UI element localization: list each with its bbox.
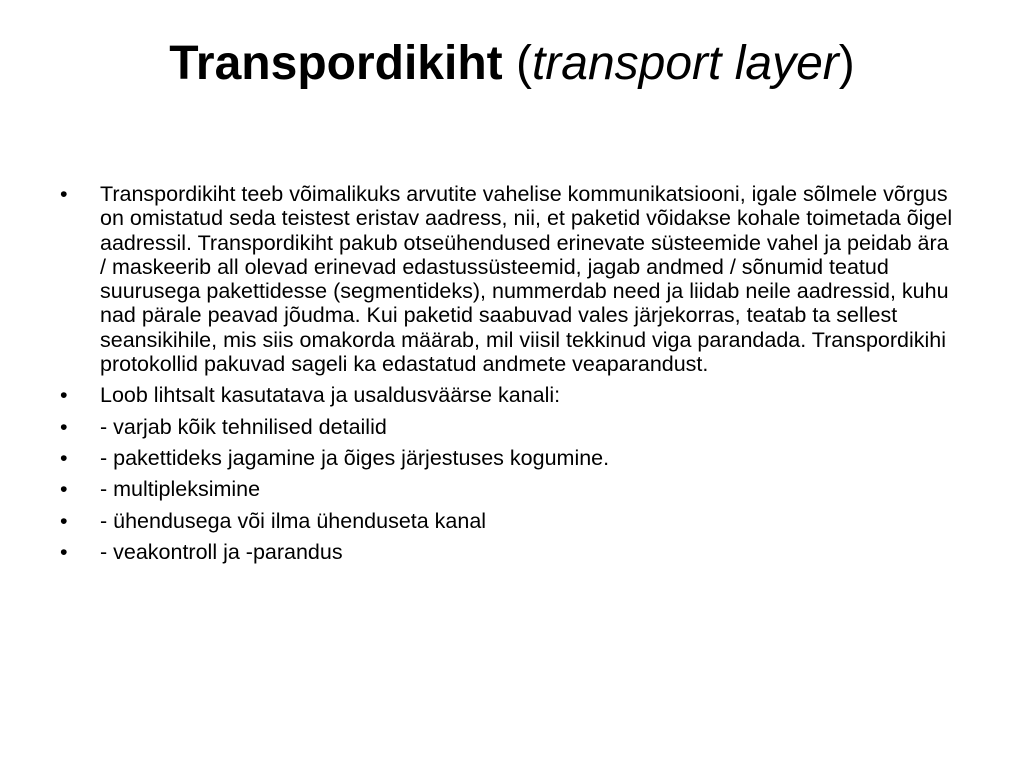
bullet-text: - ühendusega või ilma ühenduseta kanal: [100, 508, 487, 533]
bullet-icon: •: [60, 414, 68, 439]
bullet-item: [0, 540, 1024, 564]
bullet-icon: •: [60, 539, 68, 564]
title-english: transport layer: [531, 37, 839, 90]
bullet-item: [0, 415, 1024, 439]
title-close-paren: ): [838, 37, 855, 90]
bullet-icon: •: [60, 383, 68, 408]
title-main: Transpordikiht: [169, 37, 503, 90]
bullet-list: [0, 182, 1024, 571]
bullet-text: Transpordikiht teeb võimalikuks arvutite vahelise kommunikatsiooni, igale sõlmele võrgus on omistatud seda teistest eristav aadress, nii, et paketid võidakse kohale toimetada õigel aadressil. Transpordikiht pakub otseühendused erinevate süsteemide vahel ja peidab ära / maskeerib all olevad erinevad edastussüsteemid, jagab andmed / sõnumid teatud suurusega pakettidesse (segmentideks), nummerdab need ja liidab neile aadressid, kuhu nad pärale peavad jõudma. Kui paketid saabuvad vales järjekorras, teatab ta sellest seansikihile, mis siis omakorda määrab, mil viisil tekkinud viga parandada. Transpordikihi protokollid pakuvad sageli ka edastatud andmete veaparandust.: [100, 182, 953, 377]
title-open-paren: (: [502, 37, 532, 90]
bullet-text: - veakontroll ja -parandus: [100, 539, 343, 564]
slide-title: [0, 22, 1024, 106]
bullet-item: [0, 477, 1024, 501]
bullet-icon: •: [60, 445, 68, 470]
bullet-item: [0, 383, 1024, 407]
bullet-item: [0, 446, 1024, 470]
bullet-text: - multipleksimine: [100, 477, 261, 502]
bullet-item: [0, 182, 1024, 376]
bullet-icon: •: [60, 508, 68, 533]
bullet-icon: •: [60, 477, 68, 502]
bullet-item: [0, 509, 1024, 533]
bullet-text: Loob lihtsalt kasutatava ja usaldusväärse kanali:: [100, 383, 561, 408]
bullet-text: - varjab kõik tehnilised detailid: [100, 414, 387, 439]
bullet-text: - pakettideks jagamine ja õiges järjestuses kogumine.: [100, 445, 610, 470]
bullet-icon: •: [60, 182, 68, 206]
